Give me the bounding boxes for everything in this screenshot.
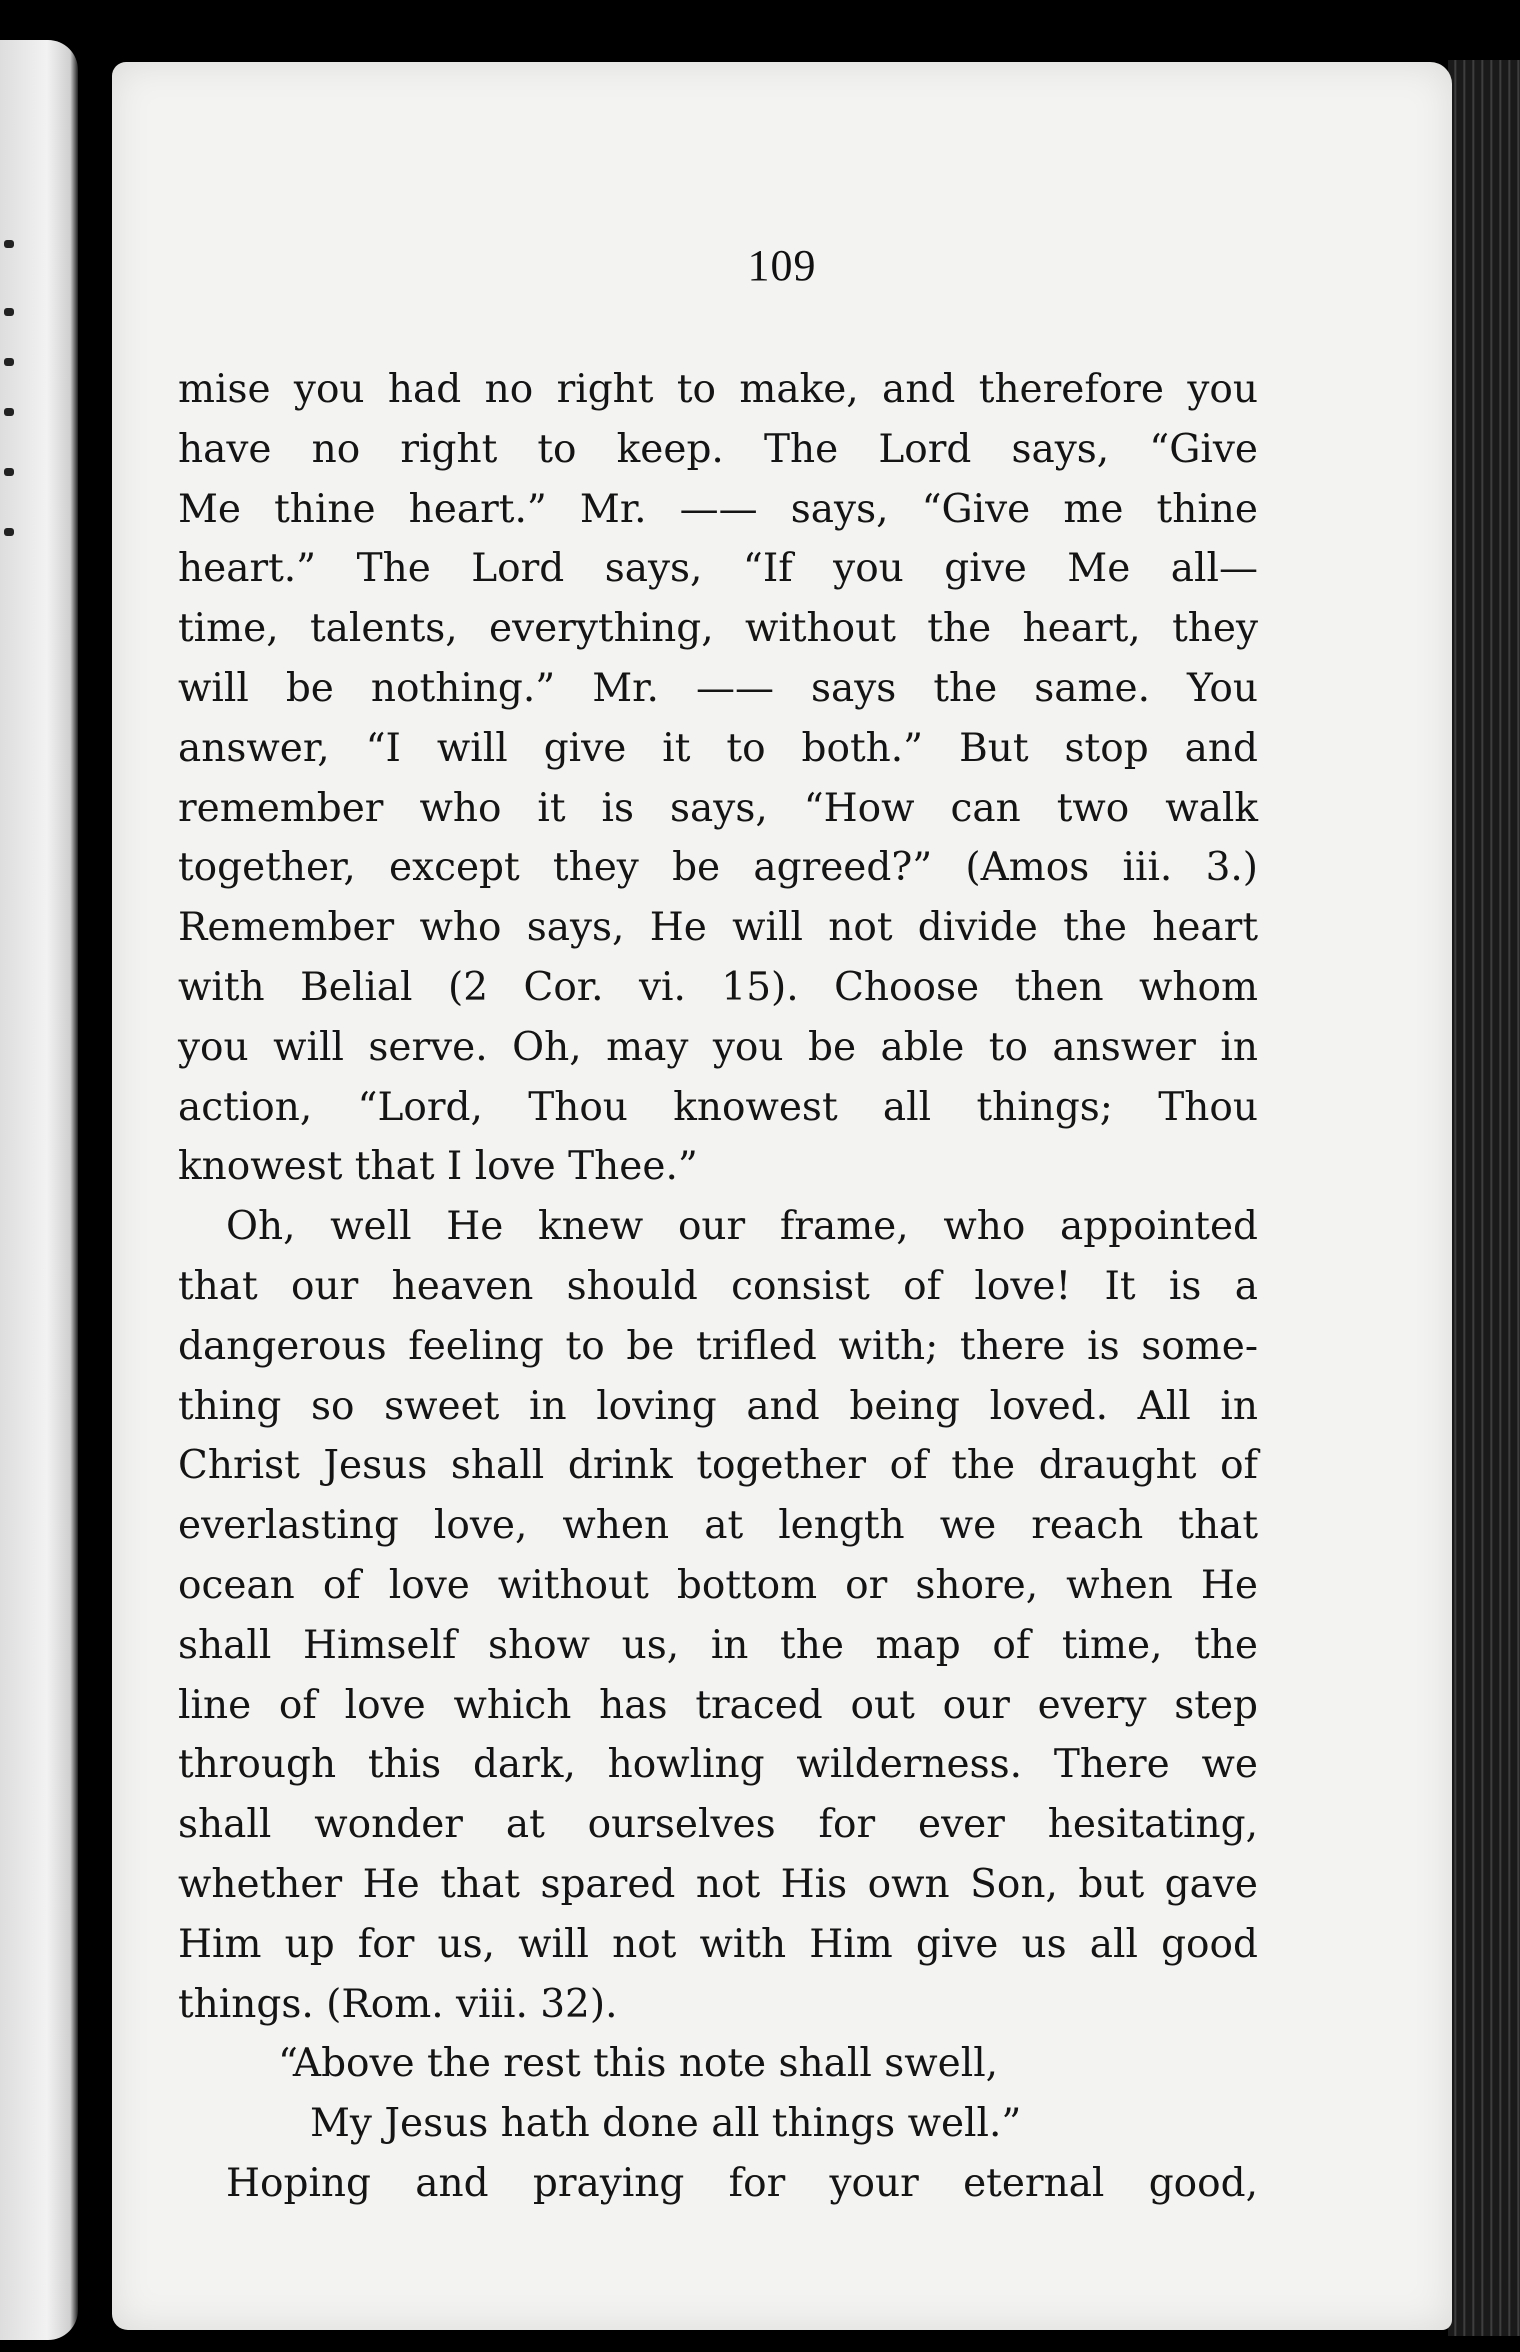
text-line: through this dark, howling wilderness. There we [178,1742,1258,1788]
paragraph-1 [178,360,1258,1197]
text-line: thing so sweet in loving and being loved. All in [178,1383,1258,1429]
text-line: Him up for us, will not with Him give us all good [178,1921,1258,1967]
text-line: whether He that spared not His own Son, but gave [178,1861,1258,1907]
text-line: line of love which has traced out our every step [178,1682,1258,1728]
text-line: ocean of love without bottom or shore, when He [178,1562,1258,1608]
text-line: that our heaven should consist of love! It is a [178,1263,1258,1309]
text-line: remember who it is says, “How can two walk [178,785,1258,831]
text-line: things. (Rom. viii. 32). [178,1981,618,2027]
text-line: knowest that I love Thee.” [178,1144,698,1190]
facing-page-mark [4,468,14,476]
facing-page-edge [0,40,78,2340]
verse-line: My Jesus hath done all things well.” [310,2101,1022,2147]
page-number: 109 [747,241,817,290]
facing-page-mark [4,308,14,316]
text-line: everlasting love, when at length we reach that [178,1503,1258,1549]
closing-line: Hoping and praying for your eternal good, [226,2160,1258,2206]
book-page-edges [1448,60,1520,2336]
text-line: Oh, well He knew our frame, who appointed [226,1204,1258,1250]
text-line: Christ Jesus shall drink together of the draught of [178,1443,1258,1489]
text-line: time, talents, everything, without the heart, they [178,606,1258,652]
paragraph-2 [178,1197,1258,2034]
text-line: shall Himself show us, in the map of time, the [178,1622,1258,1668]
text-line: Me thine heart.” Mr. —— says, “Give me thine [178,486,1258,532]
text-line: together, except they be agreed?” (Amos iii. 3.) [178,845,1258,891]
book-page [112,62,1452,2330]
facing-page-mark [4,240,14,248]
text-line: have no right to keep. The Lord says, “Give [178,426,1258,472]
facing-page-mark [4,528,14,536]
text-line: heart.” The Lord says, “If you give Me all— [178,546,1258,592]
facing-page-mark [4,358,14,366]
text-line: answer, “I will give it to both.” But stop and [178,725,1258,771]
text-line: mise you had no right to make, and therefore you [178,367,1258,412]
text-line: Remember who says, He will not divide the heart [178,905,1258,951]
quoted-verse [178,2034,1258,2154]
text-line: you will serve. Oh, may you be able to answer in [178,1024,1258,1070]
text-line: with Belial (2 Cor. vi. 15). Choose then whom [178,964,1258,1010]
page-body [178,360,1258,2214]
verse-line: “Above the rest this note shall swell, [278,2041,999,2087]
text-line: will be nothing.” Mr. —— says the same. You [178,665,1258,711]
text-line: dangerous feeling to be trifled with; there is some- [178,1323,1258,1369]
facing-page-mark [4,408,14,416]
text-line: action, “Lord, Thou knowest all things; Thou [178,1084,1258,1130]
text-line: shall wonder at ourselves for ever hesitating, [178,1802,1258,1848]
